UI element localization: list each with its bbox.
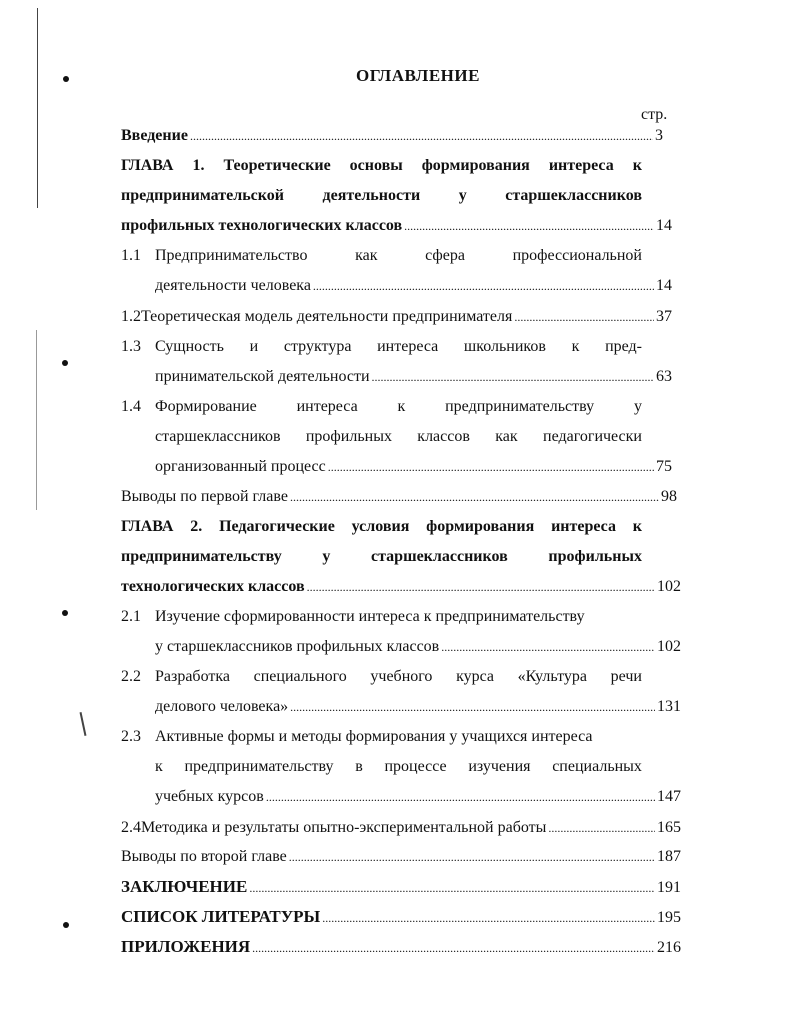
section-number: 1.2 bbox=[121, 308, 141, 325]
word: 2. bbox=[190, 518, 203, 535]
word: профессиональной bbox=[512, 247, 642, 264]
word: школьников bbox=[463, 338, 546, 355]
leader-dots bbox=[266, 786, 655, 808]
word: у bbox=[633, 398, 642, 415]
toc-chapter-1-line1[interactable] bbox=[121, 155, 642, 177]
toc-page: 191 bbox=[657, 879, 681, 896]
section-number: 2.1 bbox=[121, 608, 141, 625]
leader-dots bbox=[290, 486, 659, 508]
word: 1. bbox=[192, 157, 205, 174]
word: старшеклассников bbox=[505, 187, 642, 204]
toc-section-1-3-line1[interactable] bbox=[121, 336, 642, 358]
leader-dots bbox=[252, 936, 655, 959]
toc-section-2-1-line2[interactable] bbox=[155, 636, 681, 658]
toc-label: делового человека» bbox=[155, 698, 289, 715]
toc-entry-conclusion[interactable] bbox=[121, 876, 681, 898]
word: как bbox=[355, 247, 378, 264]
word: в bbox=[355, 758, 363, 775]
toc-page: 147 bbox=[657, 788, 681, 805]
toc-section-1-4-line3[interactable] bbox=[155, 456, 672, 478]
toc-label: Методика и результаты опытно-экспериментальной работы bbox=[141, 819, 547, 836]
word: интереса bbox=[551, 518, 616, 535]
word: Педагогические bbox=[219, 518, 335, 535]
word: формирования bbox=[426, 518, 535, 535]
leader-dots bbox=[322, 906, 655, 929]
leader-dots bbox=[249, 876, 655, 899]
toc-page: 216 bbox=[657, 939, 681, 956]
word: Сущность bbox=[155, 338, 224, 355]
word: предпринимательству bbox=[445, 398, 595, 415]
word: у bbox=[458, 187, 467, 204]
word: к bbox=[155, 758, 163, 775]
word: деятельности bbox=[322, 187, 421, 204]
word: речи bbox=[610, 668, 642, 685]
toc-section-2-2-line2[interactable] bbox=[155, 696, 681, 718]
toc-chapter-2-line1[interactable] bbox=[121, 516, 642, 538]
toc-section-1-4-line1[interactable] bbox=[121, 396, 642, 418]
toc-page: 37 bbox=[656, 308, 672, 325]
leader-dots bbox=[190, 125, 653, 147]
toc-section-2-4[interactable] bbox=[121, 817, 681, 839]
leader-dots bbox=[328, 456, 654, 478]
word: у bbox=[322, 548, 331, 565]
word: ГЛАВА bbox=[121, 157, 174, 174]
word: к bbox=[571, 338, 580, 355]
toc-entry-literature[interactable] bbox=[121, 906, 681, 928]
toc-label: профильных технологических классов bbox=[121, 217, 403, 234]
page-title: ОГЛАВЛЕНИЕ bbox=[356, 66, 480, 85]
toc-page: 3 bbox=[655, 127, 663, 144]
scan-edge-line bbox=[36, 330, 37, 510]
toc-page: 165 bbox=[657, 819, 681, 836]
word: классов bbox=[417, 428, 470, 445]
toc-section-2-3-line2[interactable] bbox=[155, 756, 642, 778]
toc-label: организованный процесс bbox=[155, 458, 326, 475]
section-number: 1.1 bbox=[121, 247, 141, 264]
section-number: 2.3 bbox=[121, 728, 141, 745]
leader-dots bbox=[372, 366, 654, 388]
punch-hole-dot bbox=[62, 360, 68, 366]
toc-label: Теоретическая модель деятельности предпринимателя bbox=[141, 308, 513, 325]
word: и bbox=[249, 338, 259, 355]
word: старшеклассников bbox=[371, 548, 508, 565]
word: Теоретические bbox=[223, 157, 331, 174]
toc-section-1-4-line2[interactable] bbox=[155, 426, 642, 448]
toc-label: Введение bbox=[121, 127, 188, 144]
word: специального bbox=[253, 668, 347, 685]
toc-section-2-3-line1[interactable] bbox=[121, 726, 642, 748]
word: Разработка bbox=[155, 668, 230, 685]
toc-page: 75 bbox=[656, 458, 672, 475]
word: интереса bbox=[296, 398, 358, 415]
toc-page: 98 bbox=[661, 488, 677, 505]
leader-dots bbox=[514, 306, 654, 328]
toc-entry-conclusions-2[interactable] bbox=[121, 846, 681, 868]
section-number: 1.3 bbox=[121, 338, 141, 355]
word: к bbox=[632, 157, 642, 174]
toc-label: у старшеклассников профильных классов bbox=[155, 638, 440, 655]
word: специальных bbox=[552, 758, 642, 775]
toc-label: ПРИЛОЖЕНИЯ bbox=[121, 937, 251, 956]
word: формирования bbox=[421, 157, 530, 174]
word: ГЛАВА bbox=[121, 518, 174, 535]
toc-page: 187 bbox=[657, 848, 681, 865]
word: пред- bbox=[605, 338, 642, 355]
word: процессе bbox=[384, 758, 447, 775]
page-column-label: стр. bbox=[641, 106, 668, 123]
toc-label: ЗАКЛЮЧЕНИЕ bbox=[121, 877, 248, 896]
word: условия bbox=[351, 518, 410, 535]
toc-page: 131 bbox=[657, 698, 681, 715]
word: изучения bbox=[468, 758, 531, 775]
section-number: 1.4 bbox=[121, 398, 141, 415]
toc-label: технологических классов bbox=[121, 578, 305, 595]
leader-dots bbox=[548, 817, 655, 839]
toc-label: Активные формы и методы формирования у учащихся интереса bbox=[155, 728, 593, 745]
punch-hole-dot bbox=[62, 610, 68, 616]
word: к bbox=[632, 518, 642, 535]
leader-dots bbox=[289, 846, 655, 868]
toc-section-1-2[interactable] bbox=[121, 306, 672, 328]
section-number: 2.4 bbox=[121, 819, 141, 836]
word: профильных bbox=[305, 428, 392, 445]
word: интереса bbox=[548, 157, 614, 174]
word: к bbox=[397, 398, 406, 415]
toc-label: принимательской деятельности bbox=[155, 368, 370, 385]
toc-label: Выводы по второй главе bbox=[121, 848, 287, 865]
toc-chapter-1-line2[interactable] bbox=[121, 185, 642, 207]
toc-entry-appendices[interactable] bbox=[121, 936, 681, 958]
toc-page: 102 bbox=[657, 578, 681, 595]
toc-label: деятельности человека bbox=[155, 277, 311, 294]
toc-chapter-2-line3[interactable] bbox=[121, 576, 681, 598]
word: интереса bbox=[377, 338, 439, 355]
toc-section-2-3-line3[interactable] bbox=[155, 786, 681, 808]
toc-entry-intro[interactable] bbox=[121, 125, 663, 147]
toc-chapter-1-line3[interactable] bbox=[121, 215, 672, 237]
scan-edge-line bbox=[80, 712, 87, 736]
word: предпринимательству bbox=[184, 758, 334, 775]
toc-page: 195 bbox=[657, 909, 681, 926]
toc-page: 63 bbox=[656, 368, 672, 385]
leader-dots bbox=[290, 696, 655, 718]
toc-section-1-1-line1[interactable] bbox=[121, 245, 642, 267]
toc-label: Изучение сформированности интереса к предпринимательству bbox=[155, 608, 585, 625]
leader-dots bbox=[441, 636, 655, 658]
toc-section-1-3-line2[interactable] bbox=[155, 366, 672, 388]
toc-entry-conclusions-1[interactable] bbox=[121, 486, 677, 508]
section-number: 2.2 bbox=[121, 668, 141, 685]
word: «Культура bbox=[517, 668, 587, 685]
word: как bbox=[495, 428, 518, 445]
toc-page: 102 bbox=[657, 638, 681, 655]
word: профильных bbox=[548, 548, 642, 565]
toc-section-2-2-line1[interactable] bbox=[121, 666, 642, 688]
punch-hole-dot bbox=[63, 922, 69, 928]
word: курса bbox=[456, 668, 495, 685]
word: структура bbox=[283, 338, 352, 355]
scan-edge-line bbox=[37, 8, 38, 208]
toc-page: 14 bbox=[656, 277, 672, 294]
leader-dots bbox=[313, 275, 654, 297]
leader-dots bbox=[307, 576, 655, 598]
toc-chapter-2-line2[interactable] bbox=[121, 546, 642, 568]
word: старшеклассников bbox=[155, 428, 281, 445]
word: предпринимательской bbox=[121, 187, 284, 204]
word: сфера bbox=[425, 247, 465, 264]
word: Формирование bbox=[155, 398, 257, 415]
word: педагогически bbox=[543, 428, 642, 445]
word: учебного bbox=[370, 668, 433, 685]
leader-dots bbox=[404, 215, 654, 237]
toc-label: СПИСОК ЛИТЕРАТУРЫ bbox=[121, 907, 321, 926]
toc-section-1-1-line2[interactable] bbox=[155, 275, 672, 297]
word: основы bbox=[349, 157, 403, 174]
toc-section-2-1-line1[interactable] bbox=[121, 606, 642, 628]
toc-label: учебных курсов bbox=[155, 788, 264, 805]
word: предпринимательству bbox=[121, 548, 282, 565]
word: Предпринимательство bbox=[155, 247, 308, 264]
toc-page: 14 bbox=[656, 217, 672, 234]
toc-label: Выводы по первой главе bbox=[121, 488, 288, 505]
